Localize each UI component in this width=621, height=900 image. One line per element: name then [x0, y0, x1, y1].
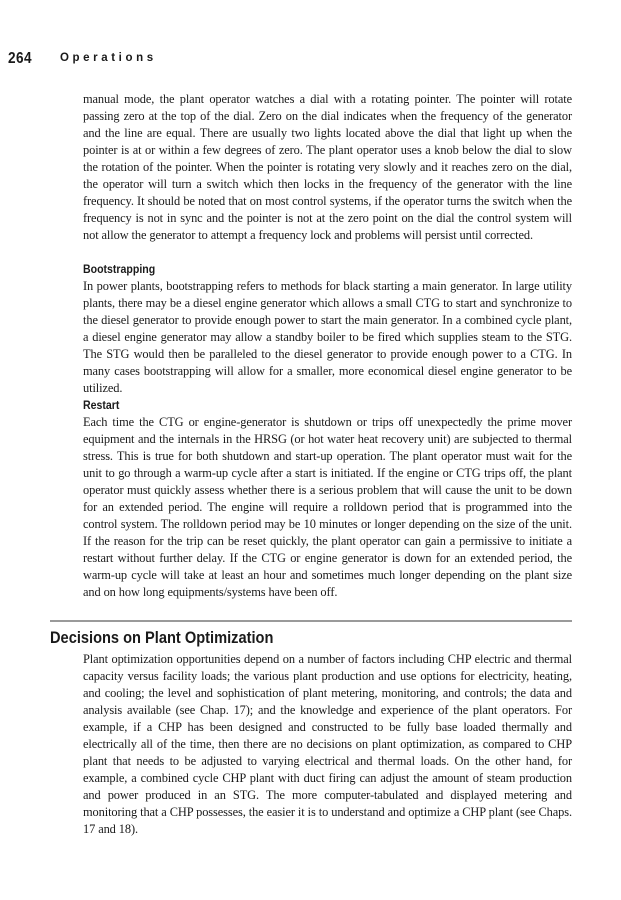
- decisions-heading: Decisions on Plant Optimization: [50, 628, 274, 647]
- bootstrapping-paragraph: In power plants, bootstrapping refers to methods for black starting a main generator. In large utility plants, there may be a diesel engine generator which allows a small CTG to start and synchronize to the diesel generator to provide enough power to start the main generator. In a combined cycle plant, a diesel engine generator may allow a standby boiler to be fired which supplies steam to the STG. The STG would then be paralleled to the diesel generator to provide enough power to a CTG. In many cases bootstrapping will allow for a smaller, more economical diesel engine generator to be utilized.: [83, 279, 572, 395]
- restart-paragraph: Each time the CTG or engine-generator is shutdown or trips off unexpectedly the prime mover equipment and the internals in the HRSG (or hot water heat recovery unit) are subjected to thermal stress. This is true for both shutdown and start-up operation. The plant operator must wait for the unit to go through a warm-up cycle after a start is initiated. If the engine or CTG trips off, the plant operator must quickly assess whether there is a serious problem that will cause the unit to be down for an extended period. The engine will require a rolldown period that is programmed into the control system. The rolldown period may be 10 minutes or longer depending on the size of the unit. If the reason for the trip can be reset quickly, the plant operator can gain a permissive to initiate a restart without further delay. If the CTG or engine generator is down for an extended period, the warm-up cycle will take at least an hour and sometimes much longer depending on the plant size and on how long equipments/systems have been off.: [83, 415, 572, 599]
- bootstrapping-heading: Bootstrapping: [83, 262, 156, 276]
- page-number: 264: [8, 50, 32, 67]
- restart-heading: Restart: [83, 398, 120, 412]
- section-divider: [50, 620, 572, 622]
- intro-paragraph: manual mode, the plant operator watches a dial with a rotating pointer. The pointer will rotate passing zero at the top of the dial. Zero on the dial indicates when the frequency of the generator and the line are equal. There are usually two lights located above the dial that light up when the pointer is at or within a few degrees of zero. The plant operator uses a knob below the dial to slow the rotation of the pointer. When the pointer is rotating very slowly and it reaches zero on the dial, the operator will turn a switch which then locks in the frequency of the generator with the line frequency. It should be noted that on most control systems, if the operator turns the switch when the frequency is not in sync and the pointer is not at the zero point on the dial the control system will not allow the generator to attempt a frequency lock and problems will persist until corrected.: [83, 92, 572, 242]
- running-section-title: Operations: [60, 52, 157, 64]
- decisions-paragraph: Plant optimization opportunities depend on a number of factors including CHP electric and thermal capacity versus facility loads; the various plant production and use options for electricity, heating, and cooling; the level and sophistication of plant metering, monitoring, and controls; the data and analysis available (see Chap. 17); and the knowledge and experience of the plant operators. For example, if a CHP has been designed and constructed to be fully base loaded thermally and electrically all of the time, then there are no decisions on plant optimization, as compared to CHP plant that needs to be adjusted to varying electrical and thermal loads. On the other hand, for example, a combined cycle CHP plant with duct firing can adjust the amount of steam production and power produced in an STG. The more computer-tabulated and displayed metering and monitoring that a CHP possesses, the easier it is to understand and optimize a CHP plant (see Chaps. 17 and 18).: [83, 652, 572, 836]
- running-head: [8, 50, 608, 70]
